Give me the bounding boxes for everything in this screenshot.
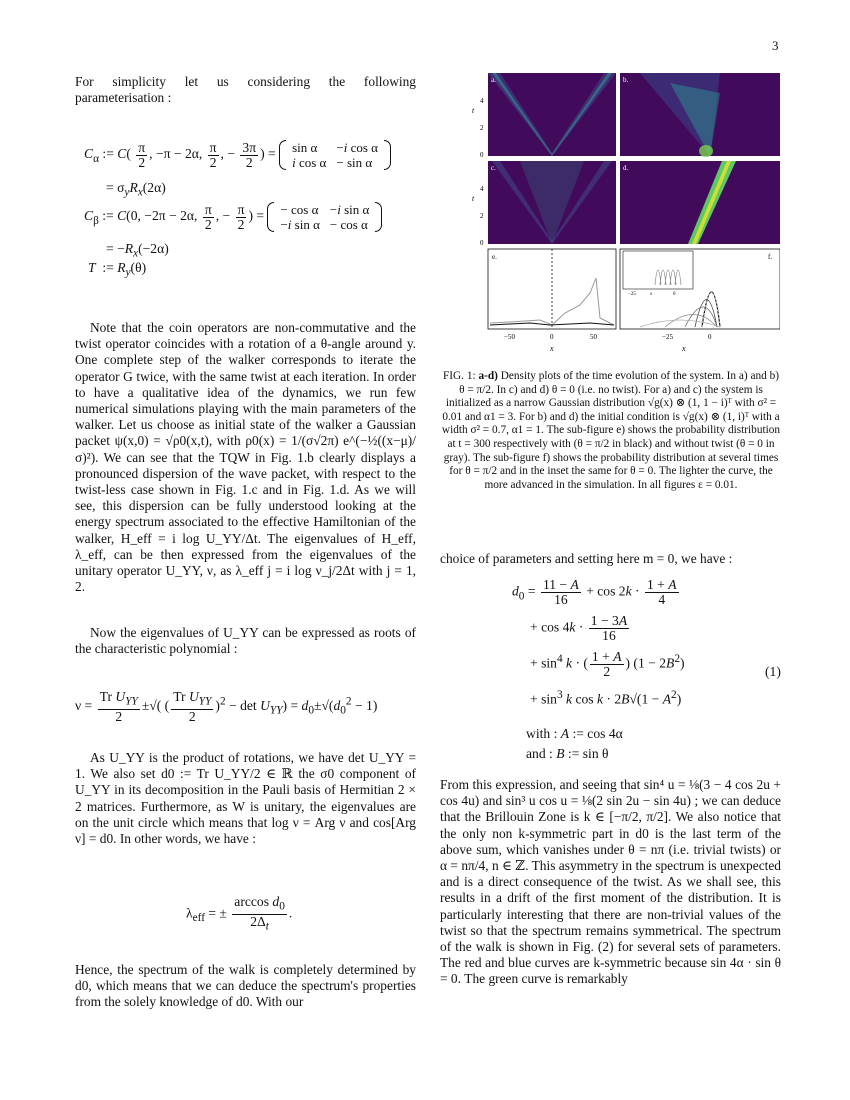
paragraph-unitary: As U_YY is the product of rotations, we have det U_YY = 1. We also set d0 := Tr U_YY/2 ∈ ℝ the σ0 component of U_YY in its decomposition in the Pauli basis of Hermitian 2 × 2 matrices. Furthermore, as W is unitary, the eigenvalues are on the unit circle which means that log ν = Arg ν and cos[Arg ν] = d0. In other words, we have : bbox=[75, 750, 416, 847]
panel-label-f: f. bbox=[768, 253, 773, 261]
paragraph-choice: choice of parameters and setting here m = 0, we have : bbox=[440, 551, 733, 566]
t-tick-4a: 4 bbox=[480, 97, 484, 105]
intro-text: For simplicity let us considering the following parameterisation : bbox=[75, 74, 416, 106]
eq-c-alpha: $C_\alpha$ := C( $\frac{\pi}{2}$ , −π − 2α, $\frac{\pi}{2}$ , − $\frac{3\pi}{2}$ ) = sin α −i cos α i cos α − sin α bbox=[84, 140, 391, 170]
caption-text: Density plots of the time evolution of the system. In a) and b) θ = π/2. In c) and d) θ = 0 (i.e. no twist). For a) and c) the system is initialized as a narrow Gaussian distribution √g(x) ⊗ (1, 1 − i)ᵀ with σ² = 0.01 and α1 = 3. For b) and d) the initial condition is √g(x) ⊗ (1, i)ᵀ with a width σ² = 0.7, α1 = 1. The sub-figure e) shows the probability distribution at t = 300 respectively with (θ = π/2 in black) and without twist (θ = 0 in gray). The sub-figure f) shows the probability distribution at several times for θ = π/2 and in the inset the same for θ = 0. The lighter the curve, the more advanced in the simulation. In all figures ε = 0.01. bbox=[441, 370, 781, 491]
x-tick-e-3: 50 bbox=[590, 333, 597, 341]
panel-label-c: c. bbox=[491, 164, 496, 172]
eq-c-beta: $C_\beta$ := C(0, −2π − 2α, $\frac{\pi}{2}$ , − $\frac{\pi}{2}$ ) = − cos α −i sin α −i sin α − cos α bbox=[84, 202, 382, 232]
inset-tick-2: 0 bbox=[673, 292, 676, 297]
left-paragraph-5 bbox=[75, 962, 416, 1011]
inset-tick-1: −25 bbox=[628, 292, 636, 297]
t-axis-label-bottom: t bbox=[472, 194, 475, 203]
t-tick-0a: 0 bbox=[480, 151, 484, 159]
eq-1-line-4: + $\sin^3 k$ $\cos k \cdot 2B√(1 - A^2)$ bbox=[530, 689, 682, 707]
panel-label-e: e. bbox=[492, 253, 497, 261]
eq-1-line-3: + $\sin^4 k$ · ( $\frac{1 + A}{2}$ ) $(1 - 2B^2)$ bbox=[530, 649, 685, 679]
x-tick-f-1: −25 bbox=[662, 333, 673, 341]
eq-1-with: with : A := cos 4α bbox=[526, 726, 623, 741]
t-tick-2a: 2 bbox=[480, 124, 484, 132]
inset-x-label: x bbox=[650, 292, 653, 297]
eq-1-number: (1) bbox=[765, 664, 781, 679]
eq-1-line-2: + cos 4k · $\frac{1 - 3A}{16}$ bbox=[530, 613, 628, 643]
figure-caption bbox=[440, 370, 782, 492]
left-paragraph-3 bbox=[75, 625, 416, 657]
eq-1-and: and : B := sin θ bbox=[526, 746, 609, 761]
eq-1-line-1: $d_0$ = $\frac{11 - A}{16}$ + cos 2k · $\frac{1 + A}{4}$ bbox=[512, 577, 677, 607]
left-paragraph-2 bbox=[75, 320, 416, 595]
x-label-e: x bbox=[550, 344, 554, 353]
eq-c-beta-2: = $-R_x(-2\alpha)$ bbox=[106, 241, 169, 260]
eq-t: T := $R_y(\theta)$ bbox=[88, 260, 147, 279]
panel-label-d: d. bbox=[623, 164, 629, 172]
paragraph-spectrum: Hence, the spectrum of the walk is completely determined by d0, which means that we can deduce the spectrum's properties from the solely knowledge of d0. With our bbox=[75, 962, 416, 1010]
eq-lambda: $\lambda_{eff}$ = ± $\frac{\arccos d_0}{2\Delta_t}$ . bbox=[186, 894, 293, 933]
panel-label-b: b. bbox=[623, 76, 629, 84]
eq-nu: ν = $\frac{Tr U_{YY}}{2}$ ±√( ( $\frac{Tr U_{YY}}{2}$ )$^2 - \det U_{YY}) = d_0\pm√(d_0^2 - 1)$ bbox=[75, 689, 378, 724]
t-axis-label-top: t bbox=[472, 106, 475, 115]
right-paragraph-1 bbox=[440, 551, 781, 567]
x-label-f: x bbox=[682, 344, 686, 353]
paragraph-eigenvalues: Now the eigenvalues of U_YY can be expressed as roots of the characteristic polynomial : bbox=[75, 625, 416, 657]
x-tick-e-1: −50 bbox=[504, 333, 515, 341]
eq-c-alpha-2: = $\sigma_yR_x(2\alpha)$ bbox=[106, 180, 166, 199]
x-tick-e-2: 0 bbox=[550, 333, 554, 341]
t-tick-2c: 2 bbox=[480, 212, 484, 220]
paragraph-brillouin: From this expression, and seeing that sin⁴ u = ⅛(3 − 4 cos 2u + cos 4u) and sin³ u cos u = ⅛(2 sin 2u − sin 4u) ; we can deduce that the Brillouin Zone is k ∈ [−π/2, π/2]. We also notice that the only non k-symmetric part in d0 is the last term of the above sum, which vanishes under θ = nπ (i.e. trivial twists) or α = nπ/4, n ∈ ℤ. This asymmetry in the spectrum is unexpected and is a direct consequence of the twist. As we shall see, this results in a drift of the first moment of the distribution. It is particularly interesting that there are non-trivial values of the twist so that the spectrum remains symmetrical. The spectrum of the walk is shown in Fig. (2) for several sets of parameters. The red and blue curves are k-symmetric because sin 4α · sin θ = 0. The green curve is remarkably bbox=[440, 777, 781, 987]
t-tick-4c: 4 bbox=[480, 185, 484, 193]
caption-lead: FIG. 1: bbox=[442, 370, 476, 382]
panel-label-a: a. bbox=[491, 76, 496, 84]
figure-1 bbox=[470, 73, 780, 358]
right-paragraph-2 bbox=[440, 777, 781, 988]
paragraph-dynamics: Note that the coin operators are non-commutative and the twist operator coincides with a rotation of a θ-angle around y. One complete step of the walker corresponds to iterate the operator G twice, with the same twist at each iteration. In order to have a qualitative idea of the dynamics, we run few numerical simulations playing with the main parameters of the walker. Let us choose as initial state of the walker a Gaussian packet ψ(x,0) = √ρ0(x,t), with ρ0(x) = 1/(σ√2π) e^(−½((x−μ)/σ)²). We can see that the TQW in Fig. 1.b clearly displays a pronounced dispersion of the wave packet, with respect to the twist-less case shown in Fig. 1.c and in Fig. 1.d. As we will see, this dispersion can be fully understood looking at the energy spectrum associated to the effective Hamiltonian of the walker, H_eff = i log U_YY/Δt. The eigenvalues of H_eff, λ_eff, can be then expressed from the eigenvalues of the unitary operator U_YY, ν, as λ_eff j = i log ν_j/2Δt with j = 1, 2. bbox=[75, 320, 416, 595]
caption-bold: a-d) bbox=[478, 370, 498, 382]
x-tick-f-2: 0 bbox=[708, 333, 712, 341]
t-tick-0c: 0 bbox=[480, 239, 484, 247]
left-paragraph-4 bbox=[75, 750, 416, 847]
page-number: 3 bbox=[772, 38, 779, 53]
left-intro-paragraph bbox=[75, 74, 416, 106]
